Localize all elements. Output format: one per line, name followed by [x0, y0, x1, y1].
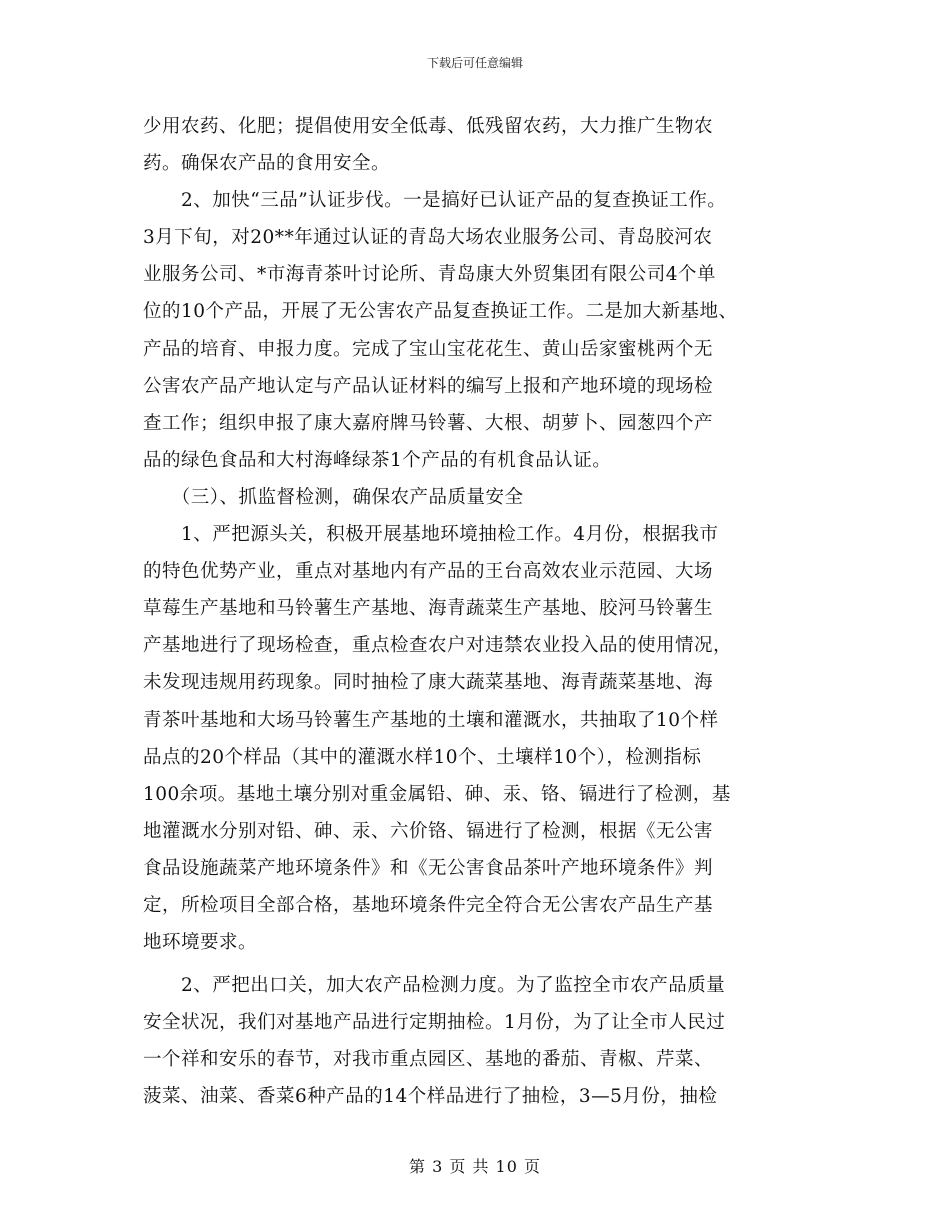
text-line: 菠菜、油菜、香菜6种产品的14个样品进行了抽检，3—5月份，抽检: [143, 1086, 718, 1108]
text-line: 药。确保农产品的食用安全。: [143, 153, 391, 175]
text-line: 产基地进行了现场检查，重点检查农户对违禁农业投入品的使用情况，: [143, 635, 733, 657]
text-line: 查工作；组织申报了康大嘉府牌马铃薯、大根、胡萝卜、园葱四个产: [143, 412, 714, 434]
text-line: 定，所检项目全部合格，基地环境条件完全符合无公害农产品生产基: [143, 894, 714, 916]
text-line: 品点的20个样品（其中的灌溉水样10个、土壤样10个），检测指标: [143, 746, 702, 768]
text-line: 公害农产品产地认定与产品认证材料的编写上报和产地环境的现场检: [143, 375, 714, 397]
text-line: 未发现违规用药现象。同时抽检了康大蔬菜基地、海青蔬菜基地、海: [143, 672, 714, 694]
paragraph-line: 2、严把出口关，加大农产品检测力度。为了监控全市农产品质量: [143, 975, 726, 997]
text-line: 的特色优势产业，重点对基地内有产品的王台高效农业示范园、大场: [143, 561, 714, 583]
text-line: 位的10个产品，开展了无公害农产品复查换证工作。二是加大新基地、: [143, 301, 738, 323]
text-line: 产品的培育、申报力度。完成了宝山宝花花生、黄山岳家蜜桃两个无: [143, 338, 714, 360]
text-line: 草莓生产基地和马铃薯生产基地、海青蔬菜生产基地、胶河马铃薯生: [143, 598, 714, 620]
text-line: 品的绿色食品和大村海峰绿茶1个产品的有机食品认证。: [143, 449, 612, 471]
text-line: 地灌溉水分别对铅、砷、汞、六价铬、镉进行了检测，根据《无公害: [143, 820, 714, 842]
text-line: 青茶叶基地和大场马铃薯生产基地的土壤和灌溉水，共抽取了10个样: [143, 709, 719, 731]
text-line: 安全状况，我们对基地产品进行定期抽检。1月份，为了让全市人民过: [143, 1012, 726, 1034]
paragraph-line: 2、加快“三品”认证步伐。一是搞好已认证产品的复查换证工作。: [143, 190, 727, 212]
section-heading: （三）、抓监督检测，确保农产品质量安全: [143, 486, 524, 508]
text-line: 一个祥和安乐的春节，对我市重点园区、基地的番茄、青椒、芹菜、: [143, 1049, 714, 1071]
text-line: 少用农药、化肥；提倡使用安全低毒、低残留农药，大力推广生物农: [143, 116, 714, 137]
text-line: 100余项。基地土壤分别对重金属铅、砷、汞、铬、镉进行了检测，基: [143, 783, 731, 805]
text-line: 地环境要求。: [143, 932, 258, 954]
document-body: [143, 108, 833, 1116]
paragraph-line: 1、严把源头关，积极开展基地环境抽检工作。4月份，根据我市: [143, 524, 719, 546]
page-footer: 第 3 页 共 10 页: [409, 1157, 541, 1176]
text-line: 食品设施蔬菜产地环境条件》和《无公害食品茶叶产地环境条件》判: [143, 857, 714, 879]
page-header: 下载后可任意编辑: [426, 56, 523, 70]
text-line: 3月下旬，对20**年通过认证的青岛大场农业服务公司、青岛胶河农: [143, 227, 713, 249]
text-line: 业服务公司、*市海青茶叶讨论所、青岛康大外贸集团有限公司4个单: [143, 264, 717, 286]
